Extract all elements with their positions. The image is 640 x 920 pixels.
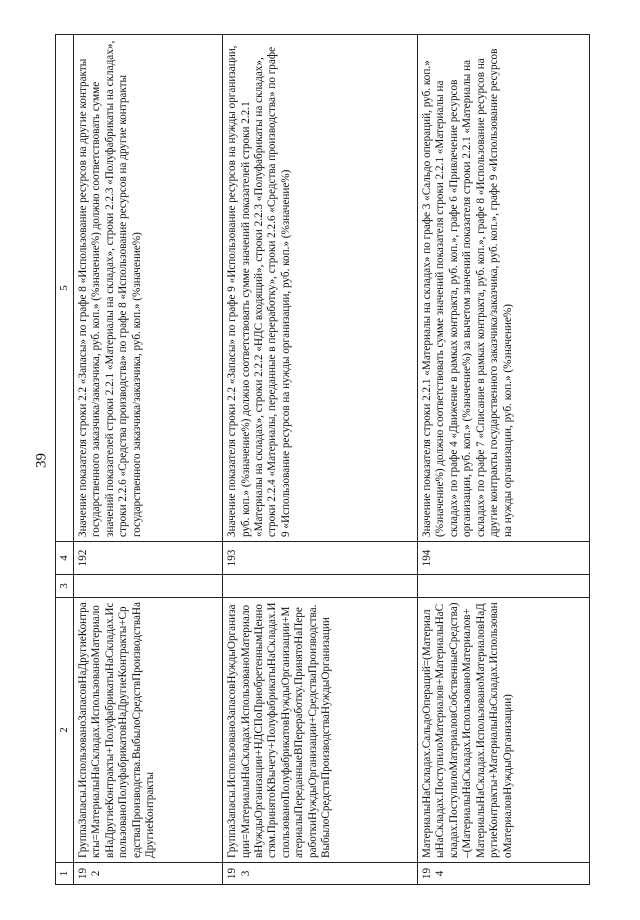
table-header-row [56, 35, 74, 885]
column-header-1: 1 [56, 863, 74, 885]
column-header-3: 3 [56, 575, 74, 598]
page-number: 39 [33, 453, 50, 468]
row-col3 [417, 575, 589, 598]
validation-rules-table [55, 34, 590, 885]
row-code: 193 [223, 542, 418, 575]
row-col3 [223, 575, 418, 598]
row-id: 193 [223, 863, 418, 885]
column-header-5: 5 [56, 35, 74, 542]
table-row [417, 35, 589, 885]
row-description: Значение показателя строки 2.2 «Запасы» по графе 8 «Использование ресурсов на другие контракты государственного заказчика/заказчика, руб. коп.» (%значение%) должно соответствовать сумме значений показателей строки 2.2.1 «Материалы на складах», строки 2.2.3 «Полуфабрикаты на складах», строки 2.2.6 «Средства производства» по графе 8 «Использование ресурсов на другие контракты государственного заказчика/заказчика, руб. коп.» (%значение%) [74, 35, 223, 542]
row-description: Значение показателя строки 2.2.1 «Материалы на складах» по графе 3 «Сальдо операций, руб. коп.» (%значение%) должно соответствовать сумме значений показателя строки 2.2.1 «Материалы на складах» по графе 4 «Движение в рамках контракта, руб. коп.», графе 6 «Привлечение ресурсов организации, руб. коп.» (%значение%) за вычетом значений показателя строки 2.2.1 «Материалы на складах» по графе 7 «Списание в рамках контракта, руб. коп.», графе 8 «Использование ресурсов на другие контракты государственного заказчика/заказчика, руб. коп.», графе 9 «Использование ресурсов на нужды организации, руб. коп.» (%значение%) [417, 35, 589, 542]
column-header-2: 2 [56, 598, 74, 863]
rotated-table-container [55, 35, 590, 885]
row-id: 192 [74, 863, 223, 885]
row-col3 [74, 575, 223, 598]
table-row [223, 35, 418, 885]
row-code: 194 [417, 542, 589, 575]
row-formula: ГруппаЗапасы.ИспользованоЗапасовНаДругиеКонтракты=МатериалыНаСкладах.ИспользованоМатериаловНаДругиеКонтракты+ПолуфабрикатыНаСкладах.ИспользованоПолуфабрикатовНаДругиеКонтракты+СредстваПроизводства.ВыбылоСредствПроизводстваНаДругиеКонтракты [74, 598, 223, 863]
row-formula: МатериалыНаСкладах.СальдоОпераций=(МатериалыНаСкладах.ПоступилоМатериалов+МатериалыНаСкладах.ПоступилоМатериаловСобственныеСредства)–(МатериалыНаСкладах.ИспользованоМатериалов+МатериалыНаСкладах.ИспользованоМатериаловНаДругиеКонтракты+МатериалыНаСкладах.ИспользованоМатериаловНуждыОрганизации) [417, 598, 589, 863]
row-formula: ГруппаЗапасы.ИспользованоЗапасовНуждыОрганизации=МатериалыНаСкладах.ИспользованоМатериаловНуждыОрганизации+НДСПоПриобретеннымЦенностям.ПринятоКВычету+ПолуфабрикатыНаСкладах.ИспользованоПолуфабрикатовНуждыОрганизации+МатериалыПереданныеВПереработку.ПринятоНаПереработкиНуждыОрганизации+СредстваПроизводства.ВыбылоСредствПроизводстваНуждыОрганизации [223, 598, 418, 863]
column-header-4: 4 [56, 542, 74, 575]
row-description: Значение показателя строки 2.2 «Запасы» по графе 9 «Использование ресурсов на нужды организации, руб. коп.» (%значение%) должно соответствовать сумме значений показателей строки 2.2.1 «Материалы на складах», строки 2.2.2 «НДС входящий», строки 2.2.3 «Полуфабрикаты на складах», строки 2.2.4 «Материалы, переданные в переработку», строки 2.2.6 «Средства производства» по графе 9 «Использование ресурсов на нужды организации, руб. коп.» (%значение%) [223, 35, 418, 542]
row-id: 194 [417, 863, 589, 885]
table-row [74, 35, 223, 885]
row-code: 192 [74, 542, 223, 575]
